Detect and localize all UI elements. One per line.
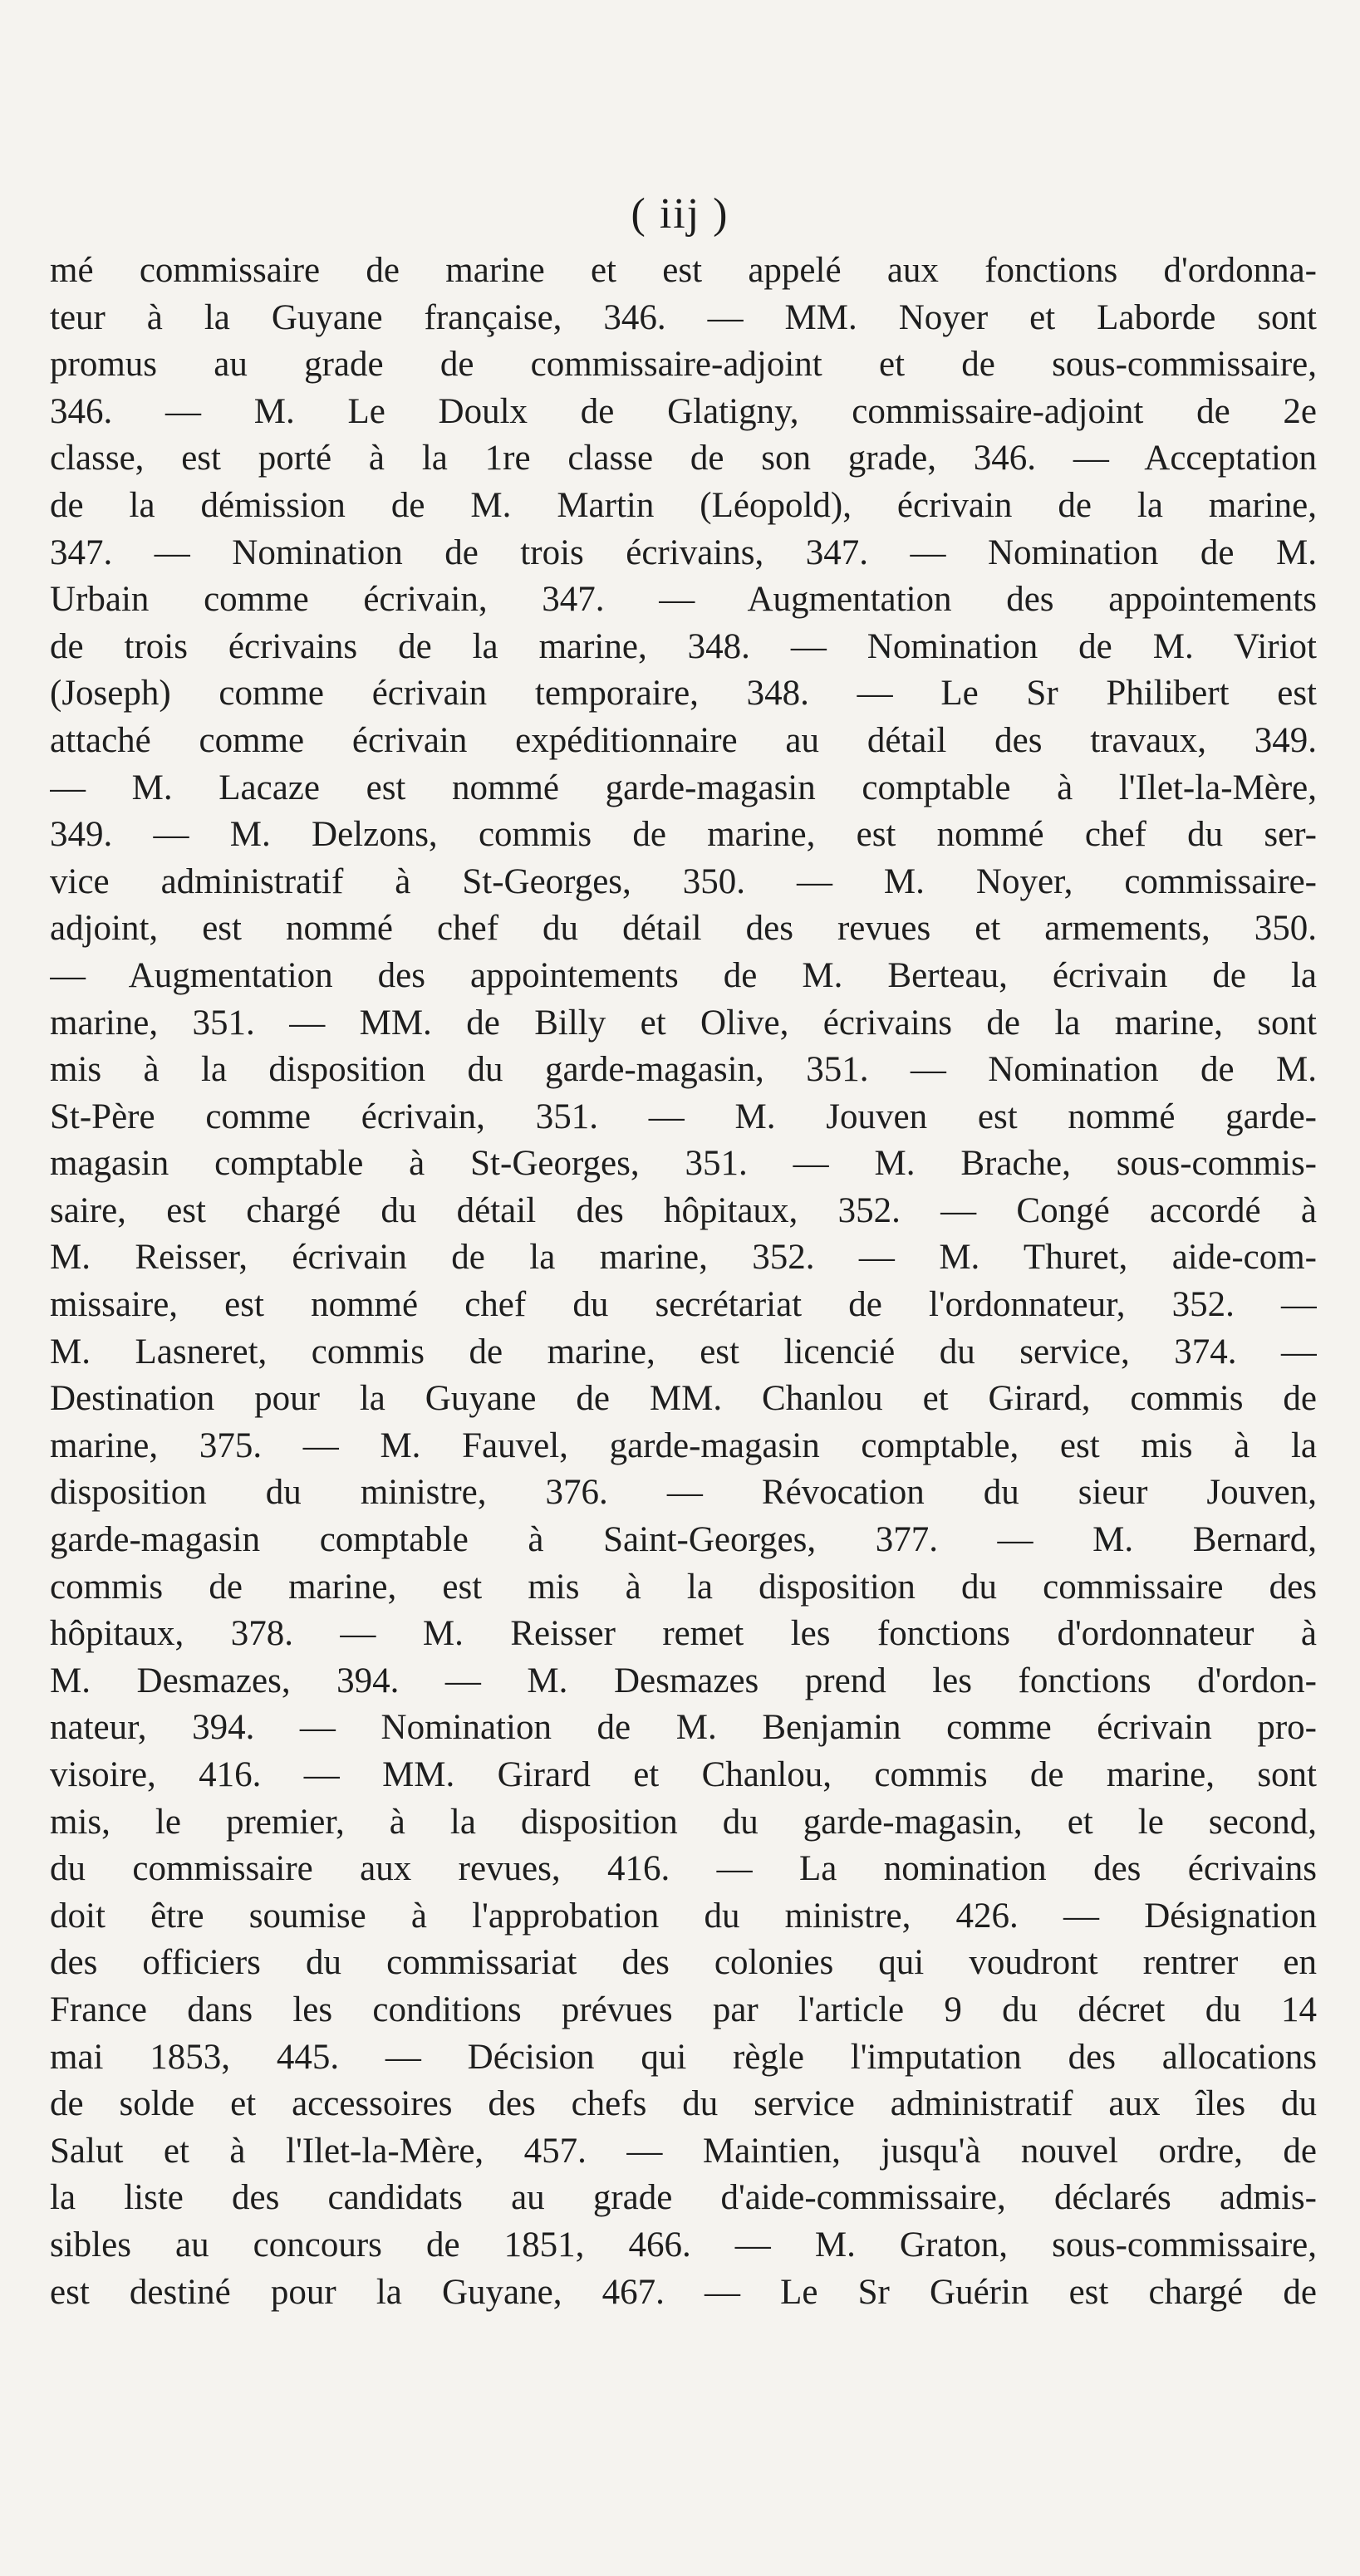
text-line: — M. Lacaze est nommé garde-magasin comptable à l'Ilet-la-Mère, xyxy=(50,768,1317,807)
text-line: nateur, 394. — Nomination de M. Benjamin comme écrivain pro- xyxy=(50,1708,1317,1748)
text-line: la liste des candidats au grade d'aide-commissaire, déclarés admis- xyxy=(50,2178,1317,2218)
text-line: 347. — Nomination de trois écrivains, 347. — Nomination de M. xyxy=(50,532,1317,572)
text-line: teur à la Guyane française, 346. — MM. Noyer et Laborde sont xyxy=(50,297,1317,337)
text-line: — Augmentation des appointements de M. Berteau, écrivain de la xyxy=(50,955,1317,995)
body-text xyxy=(50,248,1317,2316)
text-line: 346. — M. Le Doulx de Glatigny, commissaire-adjoint de 2e xyxy=(50,391,1317,431)
text-line: mai 1853, 445. — Décision qui règle l'imputation des allocations xyxy=(50,2037,1317,2077)
text-line: 349. — M. Delzons, commis de marine, est nommé chef du ser- xyxy=(50,815,1317,855)
text-line: visoire, 416. — MM. Girard et Chanlou, commis de marine, sont xyxy=(50,1755,1317,1794)
text-line: doit être soumise à l'approbation du ministre, 426. — Désignation xyxy=(50,1896,1317,1936)
text-line: adjoint, est nommé chef du détail des revues et armements, 350. xyxy=(50,909,1317,949)
text-line: saire, est chargé du détail des hôpitaux, 352. — Congé accordé à xyxy=(50,1190,1317,1230)
text-line: du commissaire aux revues, 416. — La nomination des écrivains xyxy=(50,1849,1317,1889)
text-line: (Joseph) comme écrivain temporaire, 348. — Le Sr Philibert est xyxy=(50,674,1317,714)
text-line: des officiers du commissariat des colonies qui voudront rentrer en xyxy=(50,1943,1317,1983)
page-number: ( iij ) xyxy=(631,190,729,238)
text-line: marine, 351. — MM. de Billy et Olive, écrivains de la marine, sont xyxy=(50,1003,1317,1043)
text-line: marine, 375. — M. Fauvel, garde-magasin comptable, est mis à la xyxy=(50,1425,1317,1465)
text-line: attaché comme écrivain expéditionnaire au détail des travaux, 349. xyxy=(50,720,1317,760)
text-line: M. Desmazes, 394. — M. Desmazes prend les fonctions d'ordon- xyxy=(50,1661,1317,1700)
text-line: mé commissaire de marine et est appelé aux fonctions d'ordonna- xyxy=(50,251,1317,290)
text-line: est destiné pour la Guyane, 467. — Le Sr Guérin est chargé de xyxy=(50,2272,1317,2312)
text-line: mis à la disposition du garde-magasin, 351. — Nomination de M. xyxy=(50,1050,1317,1090)
text-line: magasin comptable à St-Georges, 351. — M. Brache, sous-commis- xyxy=(50,1144,1317,1184)
text-line: de trois écrivains de la marine, 348. — Nomination de M. Viriot xyxy=(50,626,1317,666)
text-line: promus au grade de commissaire-adjoint et de sous-commissaire, xyxy=(50,345,1317,385)
text-line: mis, le premier, à la disposition du garde-magasin, et le second, xyxy=(50,1802,1317,1842)
text-line: M. Reisser, écrivain de la marine, 352. — M. Thuret, aide-com- xyxy=(50,1238,1317,1278)
text-line: Urbain comme écrivain, 347. — Augmentation des appointements xyxy=(50,580,1317,620)
text-line: disposition du ministre, 376. — Révocation du sieur Jouven, xyxy=(50,1473,1317,1513)
text-line: commis de marine, est mis à la disposition du commissaire des xyxy=(50,1567,1317,1607)
text-line: classe, est porté à la 1re classe de son grade, 346. — Acceptation xyxy=(50,439,1317,478)
text-line: missaire, est nommé chef du secrétariat de l'ordonnateur, 352. — xyxy=(50,1285,1317,1325)
text-line: de solde et accessoires des chefs du service administratif aux îles du xyxy=(50,2084,1317,2124)
text-line: hôpitaux, 378. — M. Reisser remet les fonctions d'ordonnateur à xyxy=(50,1614,1317,1654)
text-line: vice administratif à St-Georges, 350. — M. Noyer, commissaire- xyxy=(50,861,1317,901)
text-line: Salut et à l'Ilet-la-Mère, 457. — Maintien, jusqu'à nouvel ordre, de xyxy=(50,2131,1317,2171)
text-line: M. Lasneret, commis de marine, est licencié du service, 374. — xyxy=(50,1332,1317,1371)
text-line: St-Père comme écrivain, 351. — M. Jouven est nommé garde- xyxy=(50,1097,1317,1136)
text-line: de la démission de M. Martin (Léopold), écrivain de la marine, xyxy=(50,485,1317,525)
text-line: France dans les conditions prévues par l'article 9 du décret du 14 xyxy=(50,1990,1317,2029)
text-line: sibles au concours de 1851, 466. — M. Graton, sous-commissaire, xyxy=(50,2225,1317,2264)
text-line: Destination pour la Guyane de MM. Chanlou et Girard, commis de xyxy=(50,1379,1317,1419)
text-line: garde-magasin comptable à Saint-Georges, 377. — M. Bernard, xyxy=(50,1520,1317,1560)
